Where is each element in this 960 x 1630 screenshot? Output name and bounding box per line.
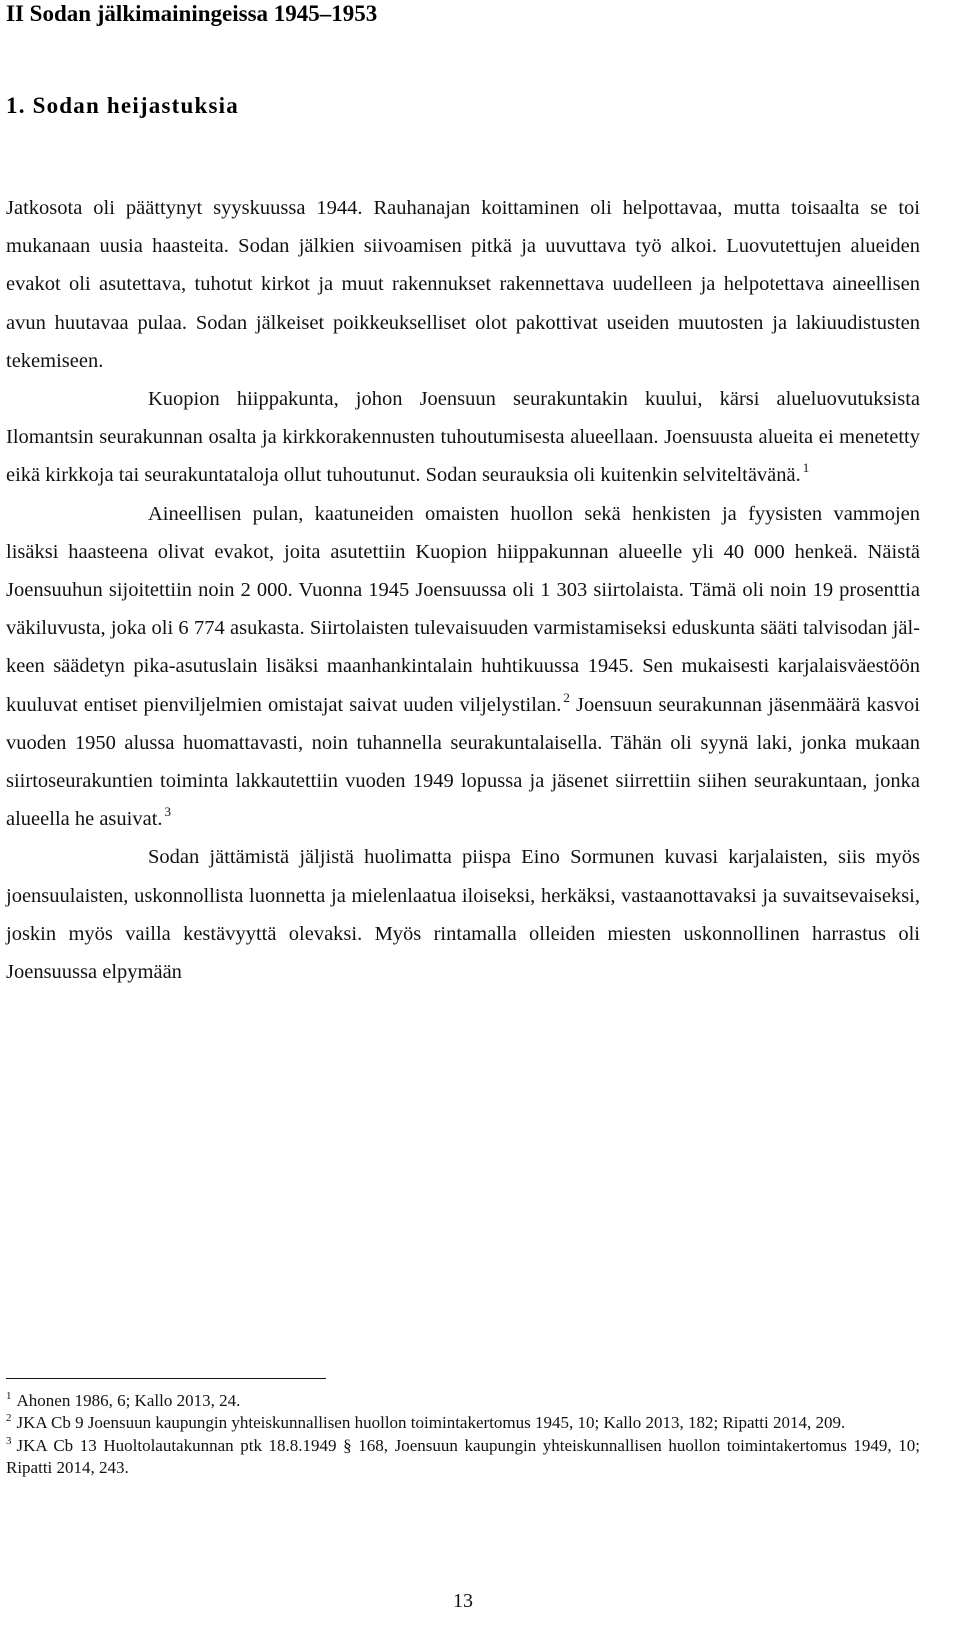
document-page xyxy=(6,0,920,1630)
paragraph-text: Aineellisen pulan, kaatuneiden omaisten huollon sekä henkisten ja fyysisten vammojen lisäksi haasteena olivat evakot, joita asutettiin Kuopion hiippakunnan alueelle yli 40 000 henkeä. Näistä Joensuuhun sijoitettiin noin 2 000. Vuonna 1945 Joensuussa oli 1 303 siirtolaista. Tämä oli noin 19 prosenttia väkiluvusta, joka oli 6 774 asukasta. Siirtolaisten tulevaisuuden varmistamiseksi eduskunta sääti talvisodan jälkeen säädetyn pika-asutuslain lisäksi maanhankintalain huhtikuussa 1945. Sen mukaisesti karjalaisväestöön kuuluvat entiset pienviljelmien omistajat saivat uuden viljelystilan. xyxy=(6,502,920,716)
footnote-divider xyxy=(6,1378,326,1379)
footnote-text: JKA Cb 9 Joensuun kaupungin yhteiskunnallisen huollon toimintakertomus 1945, 10; Kallo 2013, 182; Ripatti 2014, 209. xyxy=(16,1413,846,1433)
footnote-number: 1 xyxy=(6,1390,12,1402)
paragraph-text: Joensuun seurakunnan jäsenmäärä kasvoi vuoden 1950 alussa huomattavasti, noin tuhannella seurakuntalaisella. Tähän oli syynä laki, jonka mukaan siirtoseurakuntien toiminta lakkautettiin vuoden 1949 lopussa ja jäsenet siirrettiin siihen seurakuntaan, jonka alueella he asuivat. xyxy=(6,693,920,831)
paragraph xyxy=(6,380,920,495)
footnote-number: 2 xyxy=(6,1412,12,1425)
footnote xyxy=(6,1390,920,1412)
paragraph xyxy=(6,189,920,380)
footnote xyxy=(6,1435,920,1480)
footnotes xyxy=(6,1390,920,1480)
paragraph xyxy=(6,838,920,991)
footnote-ref[interactable]: 3 xyxy=(164,804,172,820)
section-title: 1. Sodan heijastuksia xyxy=(6,93,239,118)
footnote-number: 3 xyxy=(6,1434,12,1447)
chapter-title: II Sodan jälkimainingeissa 1945–1953 xyxy=(6,1,378,26)
body-text xyxy=(6,189,920,991)
paragraph-text: Jatkosota oli päättynyt syyskuussa 1944. Rauhanajan koittaminen oli helpottavaa, mutta toisaalta se toi mukanaan uusia haasteita. Sodan jälkien siivoamisen pitkä ja uuvuttava työ alkoi. Luovutettujen alueiden evakot oli asutettava, tuhotut kirkot ja muut rakennukset rakennettava uudelleen ja helpotettava aineellisen avun huutavaa pulaa. Sodan jälkeiset poikkeukselliset olot pakottivat useiden muutosten ja lakiuudistusten tekemiseen. xyxy=(6,197,920,372)
footnote-ref[interactable]: 1 xyxy=(802,460,810,476)
paragraph-text: Kuopion hiippakunta, johon Joensuun seurakuntakin kuului, kärsi alueluovutuksista Ilomantsin seurakunnan osalta ja kirkkorakennusten tuhoutumisesta alueellaan. Joensuusta alueita ei menetetty eikä kirkkoja tai seurakuntataloja ollut tuhoutunut. Sodan seurauksia oli kuitenkin selviteltävänä. xyxy=(6,388,920,487)
footnote xyxy=(6,1412,920,1434)
paragraph xyxy=(6,495,920,839)
page-number: 13 xyxy=(453,1590,473,1612)
paragraph-text: Sodan jättämistä jäljistä huolimatta piispa Eino Sormunen kuvasi karjalaisten, siis myös joensuulaisten, uskonnollista luonnetta ja mielenlaatua iloiseksi, herkäksi, vastaanottavaksi ja suvaitsevaiseksi, joskin myös vailla kestävyyttä olevaksi. Myös rintamalla olleiden miesten uskonnollinen harrastus oli Joensuussa elpymään xyxy=(6,846,920,984)
footnote-text: Ahonen 1986, 6; Kallo 2013, 24. xyxy=(16,1391,241,1410)
footnote-text: JKA Cb 13 Huoltolautakunnan ptk 18.8.1949 § 168, Joensuun kaupungin yhteiskunnallisen huollon toimintakertomus 1949, 10; Ripatti 2014, 243. xyxy=(6,1435,920,1478)
footnote-ref[interactable]: 2 xyxy=(563,689,570,705)
